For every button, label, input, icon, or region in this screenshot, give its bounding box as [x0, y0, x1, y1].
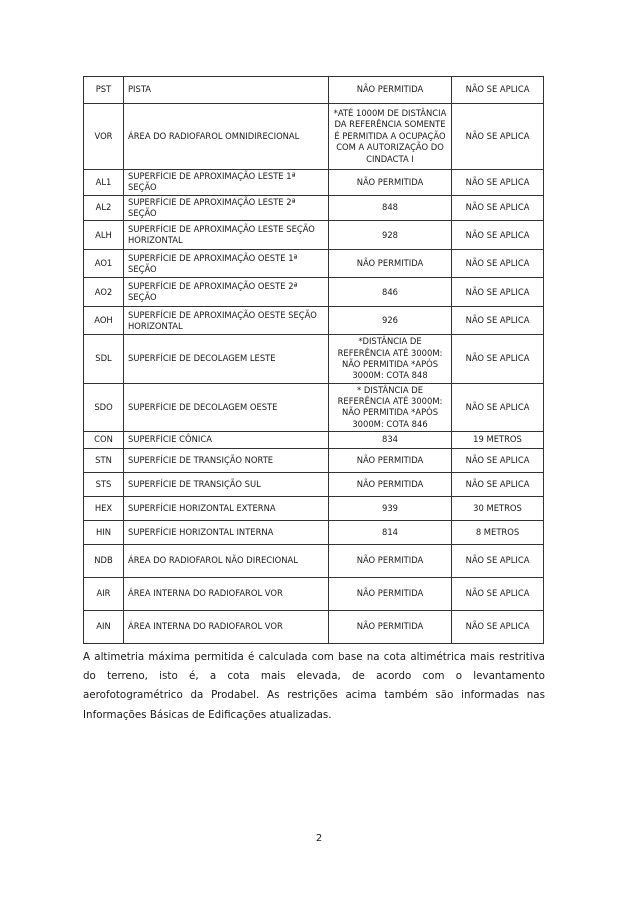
- body-paragraph: A altimetria máxima permitida é calculada com base na cota altimétrica mais restritiva do terreno, isto é, a cota mais elevada, de acordo com o levantamento aerofotogramétrico da Prodabel. As restrições acima também são informadas nas Informações Básicas de Edificações atualizadas.: [83, 651, 545, 721]
- table-row: [84, 545, 544, 578]
- description-cell: SUPERFÍCIE DE APROXIMAÇÃO LESTE 1ª SEÇÃO: [124, 170, 329, 196]
- table-row: [84, 170, 544, 196]
- code-cell: HIN: [84, 521, 124, 545]
- table-row: [84, 611, 544, 644]
- height-cell: NÃO SE APLICA: [452, 335, 544, 383]
- altimetry-cell: 939: [329, 497, 452, 521]
- height-cell: NÃO SE APLICA: [452, 195, 544, 221]
- description-cell: SUPERFÍCIE DE APROXIMAÇÃO LESTE SEÇÃO HORIZONTAL: [124, 221, 329, 250]
- height-cell: NÃO SE APLICA: [452, 578, 544, 611]
- altimetry-cell: 846: [329, 278, 452, 307]
- table-row: [84, 77, 544, 104]
- altimetry-cell: NÃO PERMITIDA: [329, 611, 452, 644]
- restrictions-table: [83, 76, 544, 644]
- height-cell: NÃO SE APLICA: [452, 307, 544, 335]
- table-row: [84, 307, 544, 335]
- page-number: 2: [315, 833, 323, 844]
- code-cell: CON: [84, 432, 124, 449]
- description-cell: PISTA: [124, 77, 329, 104]
- altimetry-cell: 834: [329, 432, 452, 449]
- code-cell: HEX: [84, 497, 124, 521]
- altimetry-cell: NÃO PERMITIDA: [329, 77, 452, 104]
- description-cell: SUPERFÍCIE DE APROXIMAÇÃO LESTE 2ª SEÇÃO: [124, 195, 329, 221]
- altimetry-cell: NÃO PERMITIDA: [329, 170, 452, 196]
- description-cell: SUPERFÍCIE DE DECOLAGEM OESTE: [124, 383, 329, 431]
- table-row: [84, 383, 544, 431]
- altimetry-cell: *DISTÂNCIA DE REFERÊNCIA ATÉ 3000M: NÃO PERMITIDA *APÓS 3000M: COTA 848: [329, 335, 452, 383]
- table-row: [84, 497, 544, 521]
- code-cell: AL2: [84, 195, 124, 221]
- description-cell: SUPERFÍCIE DE DECOLAGEM LESTE: [124, 335, 329, 383]
- description-cell: SUPERFÍCIE DE TRANSIÇÃO SUL: [124, 473, 329, 497]
- description-cell: SUPERFÍCIE DE APROXIMAÇÃO OESTE 1ª SEÇÃO: [124, 250, 329, 278]
- code-cell: AIN: [84, 611, 124, 644]
- code-cell: AO2: [84, 278, 124, 307]
- height-cell: NÃO SE APLICA: [452, 104, 544, 170]
- height-cell: NÃO SE APLICA: [452, 278, 544, 307]
- altimetry-cell: 926: [329, 307, 452, 335]
- table-row: [84, 473, 544, 497]
- code-cell: STS: [84, 473, 124, 497]
- code-cell: SDO: [84, 383, 124, 431]
- table-row: [84, 250, 544, 278]
- table-row: [84, 578, 544, 611]
- table-row: [84, 521, 544, 545]
- table-row: [84, 221, 544, 250]
- code-cell: AIR: [84, 578, 124, 611]
- altimetry-cell: NÃO PERMITIDA: [329, 250, 452, 278]
- height-cell: NÃO SE APLICA: [452, 250, 544, 278]
- code-cell: SDL: [84, 335, 124, 383]
- description-cell: SUPERFÍCIE HORIZONTAL INTERNA: [124, 521, 329, 545]
- description-cell: ÁREA INTERNA DO RADIOFAROL VOR: [124, 611, 329, 644]
- description-cell: SUPERFÍCIE DE APROXIMAÇÃO OESTE SEÇÃO HORIZONTAL: [124, 307, 329, 335]
- height-cell: NÃO SE APLICA: [452, 545, 544, 578]
- description-cell: ÁREA INTERNA DO RADIOFAROL VOR: [124, 578, 329, 611]
- height-cell: 19 METROS: [452, 432, 544, 449]
- code-cell: VOR: [84, 104, 124, 170]
- code-cell: ALH: [84, 221, 124, 250]
- height-cell: NÃO SE APLICA: [452, 221, 544, 250]
- table-row: [84, 432, 544, 449]
- table-row: [84, 104, 544, 170]
- code-cell: AOH: [84, 307, 124, 335]
- height-cell: NÃO SE APLICA: [452, 449, 544, 473]
- description-cell: SUPERFÍCIE DE APROXIMAÇÃO OESTE 2ª SEÇÃO: [124, 278, 329, 307]
- altimetry-cell: * DISTÂNCIA DE REFERÊNCIA ATÉ 3000M: NÃO PERMITIDA *APÓS 3000M: COTA 846: [329, 383, 452, 431]
- description-cell: ÁREA DO RADIOFAROL NÃO DIRECIONAL: [124, 545, 329, 578]
- altimetry-cell: *ATÉ 1000M DE DISTÂNCIA DA REFERÊNCIA SOMENTE É PERMITIDA A OCUPAÇÃO COM A AUTORIZAÇÃO DO CINDACTA I: [329, 104, 452, 170]
- altimetry-cell: NÃO PERMITIDA: [329, 449, 452, 473]
- altimetry-cell: NÃO PERMITIDA: [329, 545, 452, 578]
- code-cell: STN: [84, 449, 124, 473]
- altimetry-cell: 928: [329, 221, 452, 250]
- height-cell: 8 METROS: [452, 521, 544, 545]
- description-cell: SUPERFÍCIE HORIZONTAL EXTERNA: [124, 497, 329, 521]
- description-cell: SUPERFÍCIE CÔNICA: [124, 432, 329, 449]
- altimetry-cell: NÃO PERMITIDA: [329, 473, 452, 497]
- code-cell: AO1: [84, 250, 124, 278]
- code-cell: AL1: [84, 170, 124, 196]
- table-row: [84, 449, 544, 473]
- table-row: [84, 195, 544, 221]
- height-cell: NÃO SE APLICA: [452, 611, 544, 644]
- height-cell: NÃO SE APLICA: [452, 170, 544, 196]
- code-cell: NDB: [84, 545, 124, 578]
- altimetry-cell: NÃO PERMITIDA: [329, 578, 452, 611]
- description-cell: SUPERFÍCIE DE TRANSIÇÃO NORTE: [124, 449, 329, 473]
- description-cell: ÁREA DO RADIOFAROL OMNIDIRECIONAL: [124, 104, 329, 170]
- height-cell: NÃO SE APLICA: [452, 77, 544, 104]
- altimetry-cell: 814: [329, 521, 452, 545]
- height-cell: NÃO SE APLICA: [452, 383, 544, 431]
- height-cell: 30 METROS: [452, 497, 544, 521]
- height-cell: NÃO SE APLICA: [452, 473, 544, 497]
- code-cell: PST: [84, 77, 124, 104]
- table-row: [84, 335, 544, 383]
- altimetry-cell: 848: [329, 195, 452, 221]
- table-row: [84, 278, 544, 307]
